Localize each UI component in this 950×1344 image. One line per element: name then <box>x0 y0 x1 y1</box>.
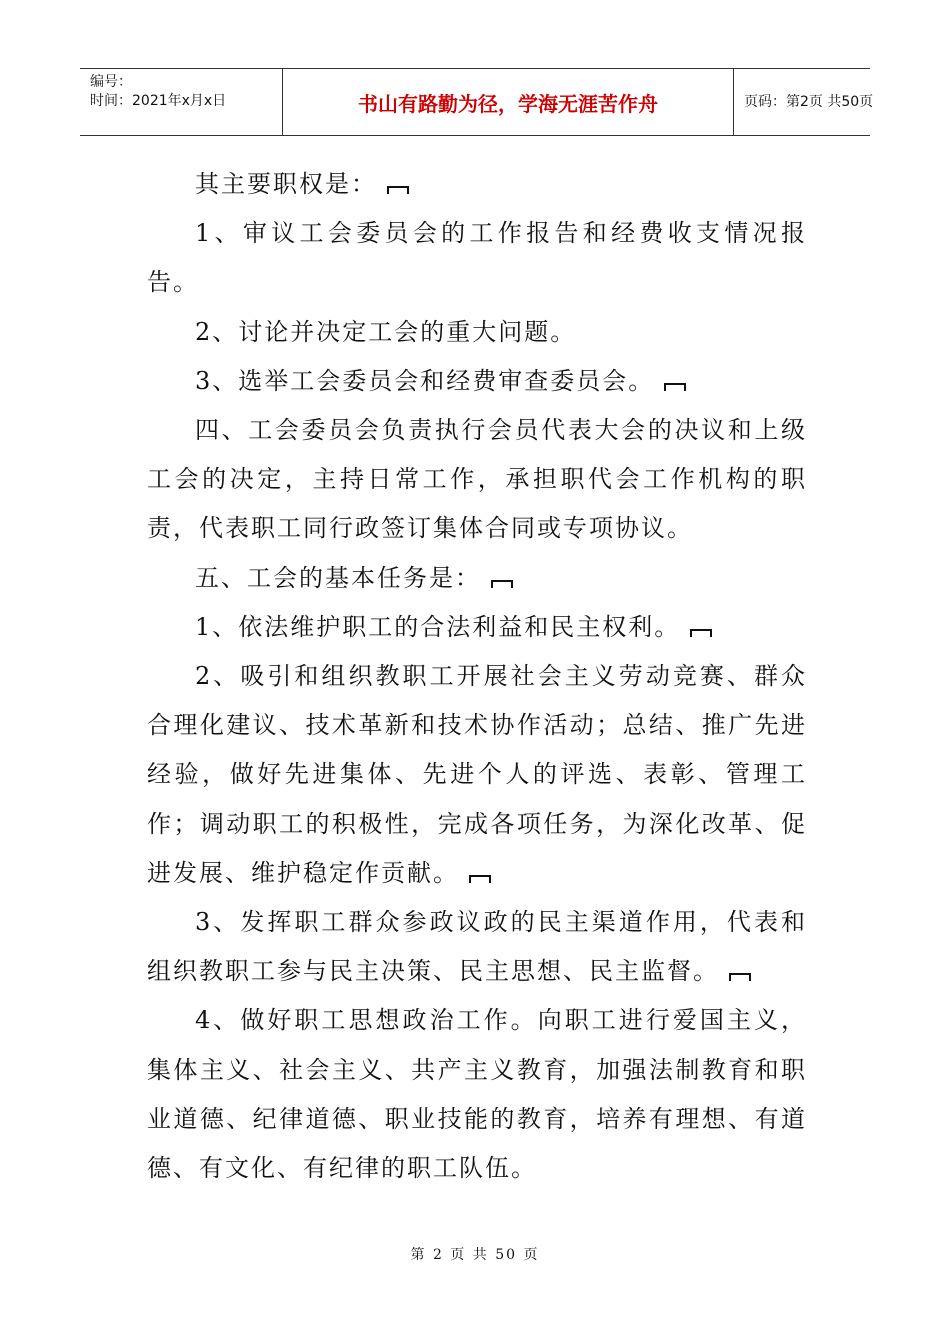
header-right-cell <box>734 69 874 135</box>
paragraph: 4、做好职工思想政治工作。向职工进行爱国主义，集体主义、社会主义、共产主义教育，加强法制教育和职业道德、纪律道德、职业技能的教育，培养有理想、有道德、有文化、有纪律的职工队伍。 <box>147 1006 807 1183</box>
paragraph: 3、选举工会委员会和经费审查委员会。 <box>147 357 807 406</box>
paragraph: 3、发挥职工群众参政议政的民主渠道作用，代表和组织教职工参与民主决策、民主思想、民主监督。 <box>147 908 807 986</box>
paragraph: 五、工会的基本任务是： <box>147 554 807 603</box>
paragraph-mark-icon <box>387 186 409 194</box>
paragraph-mark-icon <box>469 875 491 883</box>
paragraph: 四、工会委员会负责执行会员代表大会的决议和上级工会的决定，主持日常工作，承担职代会工作机构的职责，代表职工同行政签订集体合同或专项协议。 <box>147 416 807 543</box>
paragraph-mark-icon <box>729 973 751 981</box>
paragraph: 1、审议工会委员会的工作报告和经费收支情况报告。 <box>147 219 807 297</box>
paragraph: 1、依法维护职工的合法利益和民主权利。 <box>147 603 807 652</box>
document-body <box>147 160 807 1193</box>
header-left-cell <box>80 69 282 135</box>
paragraph: 2、吸引和组织教职工开展社会主义劳动竞赛、群众合理化建议、技术革新和技术协作活动；总结、推广先进经验，做好先进集体、先进个人的评选、表彰、管理工作；调动职工的积极性，完成各项任务，为深化改革、促进发展、维护稳定作贡献。 <box>147 662 807 887</box>
header-page-info: 页码：第2页 共50页 <box>744 94 874 110</box>
paragraph: 其主要职权是： <box>147 160 807 209</box>
page-header <box>80 68 874 136</box>
document-number-label: 编号： <box>90 74 132 90</box>
document-date: 时间：2021年x月x日 <box>90 93 227 109</box>
paragraph-mark-icon <box>664 383 686 391</box>
page-footer: 第 2 页 共 50 页 <box>410 1247 540 1263</box>
paragraph: 2、讨论并决定工会的重大问题。 <box>195 317 577 346</box>
header-motto: 书山有路勤为径，学海无涯苦作舟 <box>358 92 658 116</box>
paragraph-mark-icon <box>690 629 712 637</box>
paragraph-mark-icon <box>491 580 513 588</box>
header-middle-cell <box>282 69 734 135</box>
